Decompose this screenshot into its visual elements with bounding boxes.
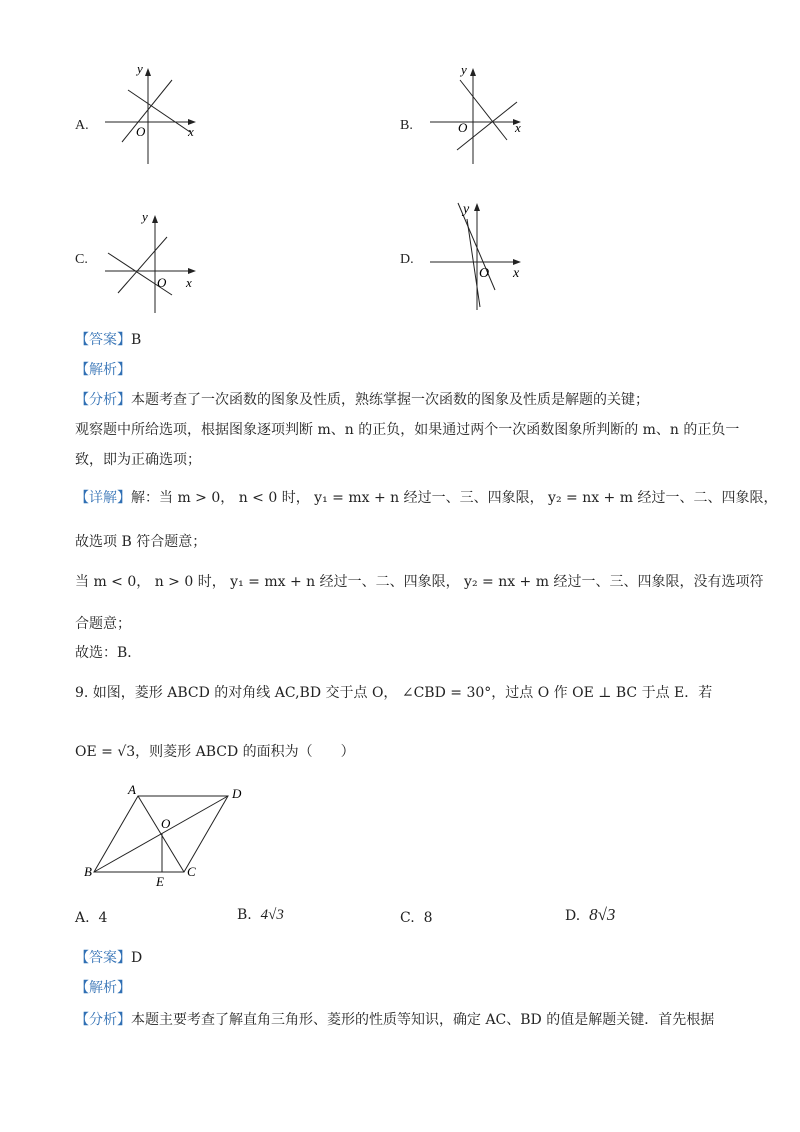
option-letter: C. xyxy=(75,252,88,267)
vertex-c: C xyxy=(187,864,196,879)
q9-stem-1: 9. 如图，菱形 ABCD 的对角线 AC,BD 交于点 O， ∠CBD = 30°，过点 O 作 OE ⊥ BC 于点 E．若 xyxy=(75,685,713,701)
q9-fenxi-line: 【分析】本题主要考查了解直角三角形、菱形的性质等知识，确定 AC、BD 的值是解题关键．首先根据 xyxy=(75,1012,715,1028)
q9-analysis-tag: 【解析】 xyxy=(75,980,131,996)
svg-text:O: O xyxy=(458,120,468,135)
detail-line-1: 【详解】解：当 m > 0， n < 0 时， y₁ = mx + n 经过一、三、四象限， y₂ = nx + m 经过一、二、四象限， xyxy=(75,490,778,506)
axis-x-label: x xyxy=(188,124,194,139)
svg-text:O: O xyxy=(157,275,167,290)
svg-text:O: O xyxy=(479,266,490,281)
svg-text:x: x xyxy=(186,275,192,290)
center-o: O xyxy=(161,816,171,831)
svg-text:y: y xyxy=(142,209,148,224)
detail-line-3: 当 m < 0， n > 0 时， y₁ = mx + n 经过一、二、四象限， y₂ = nx + m 经过一、三、四象限，没有选项符 xyxy=(75,574,764,590)
svg-text:x: x xyxy=(513,266,520,281)
choose-line: 故选：B． xyxy=(75,645,142,661)
q9-option-c: C. 8 xyxy=(400,910,433,926)
option-letter: A. xyxy=(75,118,89,133)
answer-line: 【答案】B xyxy=(75,332,142,348)
graph-b xyxy=(425,60,535,170)
svg-text:x: x xyxy=(515,120,521,135)
axis-y-label: y xyxy=(137,61,143,76)
q9-stem-2: OE = √3，则菱形 ABCD 的面积为（ ） xyxy=(75,744,355,760)
option-letter: B. xyxy=(400,118,413,133)
observe-line-2: 致，即为正确选项； xyxy=(75,452,201,468)
observe-line: 观察题中所给选项，根据图象逐项判断 m、n 的正负，如果通过两个一次函数图象所判断的 m、n 的正负一 xyxy=(75,422,740,438)
foot-e: E xyxy=(156,874,164,889)
vertex-d: D xyxy=(232,786,242,801)
analysis-tag: 【解析】 xyxy=(75,362,131,378)
detail-line-2: 故选项 B 符合题意； xyxy=(75,534,207,550)
origin-label: O xyxy=(136,124,146,139)
q9-answer-line: 【答案】D xyxy=(75,950,143,966)
graph-c xyxy=(100,205,210,315)
option-letter: D. xyxy=(400,252,414,267)
svg-text:y: y xyxy=(461,62,467,77)
q9-option-a: A. 4 xyxy=(75,910,108,926)
graph-a xyxy=(100,60,210,170)
detail-line-4: 合题意； xyxy=(75,616,131,632)
q9-option-b: B. 4√3 xyxy=(237,907,284,923)
vertex-b: B xyxy=(84,864,92,879)
graph-d xyxy=(425,195,535,315)
svg-text:y: y xyxy=(463,202,470,217)
vertex-a: A xyxy=(128,782,136,797)
rhombus-figure xyxy=(80,780,260,890)
fenxi-line: 【分析】本题考查了一次函数的图象及性质，熟练掌握一次函数的图象及性质是解题的关键； xyxy=(75,392,649,408)
q9-option-d: D. 8√3 xyxy=(565,905,616,924)
